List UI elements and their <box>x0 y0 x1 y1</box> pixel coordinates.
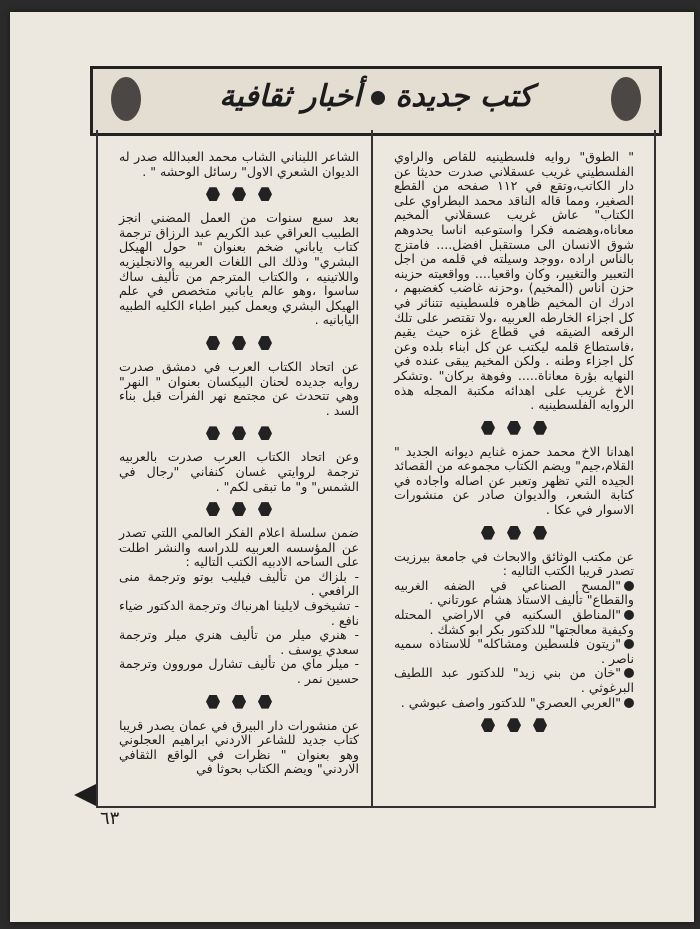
article-paragraph: عن مكتب الوثائق والابحاث في جامعة بيرزيت تصدر قريبا الكتب التاليه : <box>394 548 634 579</box>
hexagon-icon <box>206 695 220 709</box>
article-paragraph: ضمن سلسلة اعلام الفكر العالمي اللتي تصدر عن المؤسسه العربيه للدراسه والنشر اطلت على الساحه الادبيه الكتب التاليه : <box>119 525 359 570</box>
list-item <box>394 696 634 711</box>
article-paragraph: عن منشورات دار البيرق في عمان يصدر قريبا كتاب جديد للشاعر الاردني ابراهيم العجلوني وهو بعنوان " نظرات في الواقع الثقافي الاردني" ويضم الكتاب بحوثا في <box>119 717 359 777</box>
article-paragraph: اهدانا الاخ محمد حمزه غنايم ديوانه الجديد " القلام،جيم" ويضم الكتاب مجموعه من القصائد الجيده التي تظهر وتعبر عن اصاله واجاده في كتابة الشعر، والديوان صادر عن منشورات الاسوار في عكا . <box>394 443 634 518</box>
hexagon-icon <box>232 502 246 516</box>
section-separator <box>119 695 359 709</box>
section-separator <box>119 426 359 440</box>
bullet-icon <box>624 698 634 708</box>
bullet-icon <box>624 639 634 649</box>
section-header <box>90 66 662 136</box>
hexagon-icon <box>258 695 272 709</box>
list-item-text: "زيتون فلسطين ومشاكله" للاستاذه سميه ناصر . <box>394 636 634 666</box>
left-column <box>119 150 359 777</box>
section-separator <box>394 526 634 540</box>
continue-arrow-icon <box>74 784 96 806</box>
hexagon-icon <box>507 718 521 732</box>
bullet-icon <box>624 581 634 591</box>
hexagon-icon <box>206 336 220 350</box>
section-separator <box>394 718 634 732</box>
hexagon-icon <box>258 426 272 440</box>
article-paragraph: بعد سبع سنوات من العمل المضني انجز الطبيب العراقي عبد الكريم عبد الرزاق ترجمة كتاب ياباني ضخم بعنوان " حول الهيكل البشري" وذلك الى اللغات العربيه والانجليزيه واللاتينيه ، والكتاب المترجم من تأليف ساك ساسوا ،وهو عالم ياباني متخصص في علم الهيكل البشري ويعمل كبير اطباء الكليه الطبيه اليابانيه . <box>119 210 359 328</box>
article-paragraph: الشاعر اللبناني الشاب محمد العبدالله صدر له الديوان الشعري الاول" رسائل الوحشه " . <box>119 149 359 179</box>
article-paragraph: وعن اتحاد الكتاب العرب صدرت بالعربيه ترجمة لروايتي غسان كنفاني "رجال في الشمس" و" ما تبقى لكم" . <box>119 449 359 494</box>
hexagon-icon <box>533 718 547 732</box>
hexagon-icon <box>507 526 521 540</box>
hexagon-icon <box>232 695 246 709</box>
section-separator <box>119 187 359 201</box>
list-item-text: "المناطق السكنيه في الاراضي المحتله وكيفية معالجتها" للدكتور بكر ابو كشك . <box>394 607 634 637</box>
title-books: كتب جديدة <box>395 79 533 114</box>
section-title <box>153 79 599 114</box>
hexagon-icon <box>481 526 495 540</box>
column-divider <box>371 130 373 806</box>
bullet-icon <box>624 610 634 620</box>
article-paragraph: عن اتحاد الكتاب العرب في دمشق صدرت روايه جديده لحنان البيكسان بعنوان " النهر" وهي تتحدث عن مجتمع نهر الفرات قبل بناء السد . <box>119 358 359 418</box>
right-column <box>394 150 634 742</box>
hexagon-icon <box>258 502 272 516</box>
hexagon-icon <box>258 336 272 350</box>
hexagon-icon <box>481 718 495 732</box>
list-item: - هنري ميلر من تأليف هنري ميلر وترجمة سعدي يوسف . <box>119 627 359 657</box>
section-separator <box>119 336 359 350</box>
list-item-text: "العربي العصري" للدكتور واصف عبوشي . <box>400 694 621 710</box>
list-item-text: "خان من بني زيد" للدكتور عبد اللطيف البرغوثي . <box>394 665 634 695</box>
hexagon-icon <box>533 421 547 435</box>
list-item <box>394 579 634 608</box>
hexagon-icon <box>206 187 220 201</box>
hexagon-icon <box>481 421 495 435</box>
list-item <box>394 608 634 637</box>
list-item <box>394 637 634 666</box>
article-paragraph: " الطوق" روايه فلسطينيه للقاص والراوي الفلسطيني غريب عسقلاني صدرت حديثا عن دار الكاتب،وتقع في ١١٢ صفحه من القطع الصغير، ومما قاله الناقد محمد البطراوي على الكتاب" عاش غريب عسقلاني المخيم معاناه،وهضمه فكرا واستوعبه اناسا يحدوهم شوق الانسان الى مستقبل افضل.... فامتزج بالناس اراده ،ووجد وسيلته في قلمه من اجل التعبير والتغيير، وكان واقعيا.... وواقعيته حزينه حزن اناس (المخيم) ،وحزنه غاضب كغضبهم ، ادرك ان المخيم ظاهره فلسطينيه تتناثر في كل اجزاء الخارطه العربيه ،ولا تقتصر على تلك الرقعه الضيقه في قطاع غزه حيث يقيم ،فاستطاع قلمه ليكتب عن كل ابناء بلده وعن كل اجزاء وطنه . ولكن المخيم يبقى عنده في النهايه بؤرة معاناة..... وفوهة بركان" .وتشكر الاخ غريب على اهدائه مكتبة المجله هذه الروايه الفلسطينيه . <box>394 149 634 413</box>
ornament-oval-right <box>611 77 641 121</box>
title-news: أخبار ثقافية <box>219 79 362 114</box>
page-number: ٦٣ <box>100 808 120 829</box>
hexagon-icon <box>533 526 547 540</box>
hexagon-icon <box>232 426 246 440</box>
hexagon-icon <box>206 502 220 516</box>
hexagon-icon <box>232 336 246 350</box>
section-separator <box>119 502 359 516</box>
bullet-icon <box>624 668 634 678</box>
ornament-oval-left <box>111 77 141 121</box>
section-separator <box>394 421 634 435</box>
title-separator-dot <box>371 91 385 105</box>
hexagon-icon <box>258 187 272 201</box>
list-item <box>394 666 634 695</box>
hexagon-icon <box>232 187 246 201</box>
list-item-text: "المسح الصناعي في الضفه الغربيه والقطاع" تأليف الاستاذ هشام عورتاني . <box>394 577 634 608</box>
list-item: - ميلر ماي من تأليف تشارل موروون وترجمة حسين نمر . <box>119 656 359 687</box>
hexagon-icon <box>507 421 521 435</box>
list-item: - تشيخوف لايلينا اهرنباك وترجمة الدكتور ضياء نافع . <box>119 598 359 628</box>
list-item: - بلزاك من تأليف فيليب بوتو وترجمة منى الرافعي . <box>119 568 359 599</box>
hexagon-icon <box>206 426 220 440</box>
